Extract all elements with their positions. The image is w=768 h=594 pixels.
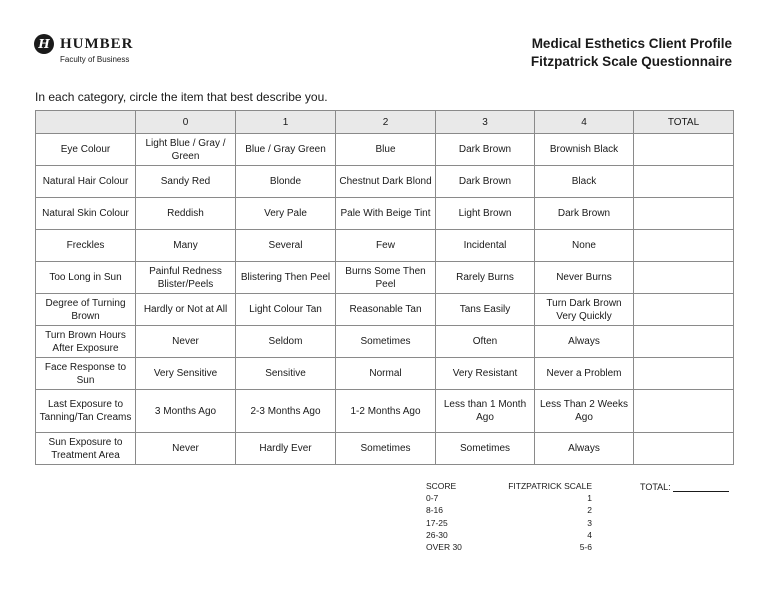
scale-value: 3 <box>587 517 592 528</box>
table-row <box>36 294 734 326</box>
grand-total-label: TOTAL: <box>640 482 671 492</box>
option-cell[interactable]: Pale With Beige Tint <box>336 198 436 230</box>
category-cell: Too Long in Sun <box>36 262 136 294</box>
humber-logo-icon: H <box>34 34 54 54</box>
category-cell: Eye Colour <box>36 134 136 166</box>
option-cell[interactable]: Reddish <box>136 198 236 230</box>
total-cell[interactable] <box>634 326 734 358</box>
logo-name: HUMBER <box>60 35 134 52</box>
option-cell[interactable]: Many <box>136 230 236 262</box>
option-cell[interactable]: Light Brown <box>436 198 535 230</box>
scale-value: 2 <box>587 505 592 516</box>
option-cell[interactable]: None <box>535 230 634 262</box>
table-row <box>36 166 734 198</box>
category-cell: Degree of Turning Brown <box>36 294 136 326</box>
scoring-row <box>426 517 592 529</box>
category-cell: Natural Hair Colour <box>36 166 136 198</box>
total-cell[interactable] <box>634 230 734 262</box>
option-cell[interactable]: Seldom <box>236 326 336 358</box>
grand-total <box>640 481 729 492</box>
option-cell[interactable]: Black <box>535 166 634 198</box>
option-cell[interactable]: Sandy Red <box>136 166 236 198</box>
option-cell[interactable]: Turn Dark Brown Very Quickly <box>535 294 634 326</box>
option-cell[interactable]: Rarely Burns <box>436 262 535 294</box>
option-cell[interactable]: 1-2 Months Ago <box>336 390 436 433</box>
document-title <box>531 35 732 71</box>
option-cell[interactable]: Brownish Black <box>535 134 634 166</box>
option-cell[interactable]: 3 Months Ago <box>136 390 236 433</box>
option-cell[interactable]: Normal <box>336 358 436 390</box>
option-cell[interactable]: Light Colour Tan <box>236 294 336 326</box>
option-cell[interactable]: Sometimes <box>436 433 535 465</box>
option-cell[interactable]: Few <box>336 230 436 262</box>
total-cell[interactable] <box>634 433 734 465</box>
option-cell[interactable]: Tans Easily <box>436 294 535 326</box>
option-cell[interactable]: Always <box>535 326 634 358</box>
option-cell[interactable]: 2-3 Months Ago <box>236 390 336 433</box>
option-cell[interactable]: Less Than 2 Weeks Ago <box>535 390 634 433</box>
score-range: 26-30 <box>426 529 448 540</box>
option-cell[interactable]: Burns Some Then Peel <box>336 262 436 294</box>
option-cell[interactable]: Dark Brown <box>535 198 634 230</box>
title-line-2: Fitzpatrick Scale Questionnaire <box>530 54 732 69</box>
option-cell[interactable]: Chestnut Dark Blond <box>336 166 436 198</box>
total-cell[interactable] <box>634 358 734 390</box>
score-range: 17-25 <box>426 517 448 528</box>
table-row <box>36 358 734 390</box>
table-row <box>36 134 734 166</box>
scale-value: 1 <box>587 493 592 504</box>
option-cell[interactable]: Sensitive <box>236 358 336 390</box>
option-cell[interactable]: Never a Problem <box>535 358 634 390</box>
table-row <box>36 326 734 358</box>
option-cell[interactable]: Blonde <box>236 166 336 198</box>
option-cell[interactable]: Never <box>136 433 236 465</box>
instruction-text: In each category, circle the item that best describe you. <box>35 90 328 104</box>
option-cell[interactable]: Light Blue / Gray / Green <box>136 134 236 166</box>
table-row <box>36 198 734 230</box>
option-cell[interactable]: Less than 1 Month Ago <box>436 390 535 433</box>
total-cell[interactable] <box>634 134 734 166</box>
table-row <box>36 390 734 433</box>
scale-value: 4 <box>587 529 592 540</box>
option-cell[interactable]: Dark Brown <box>436 134 535 166</box>
grand-total-blank[interactable] <box>673 481 729 492</box>
scale-header: FITZPATRICK SCALE <box>508 481 592 491</box>
category-cell: Face Response to Sun <box>36 358 136 390</box>
option-cell[interactable]: Blistering Then Peel <box>236 262 336 294</box>
header-score-3: 3 <box>436 111 535 134</box>
header-score-1: 1 <box>236 111 336 134</box>
option-cell[interactable]: Very Resistant <box>436 358 535 390</box>
option-cell[interactable]: Painful Redness Blister/Peels <box>136 262 236 294</box>
table-row <box>36 230 734 262</box>
category-cell: Natural Skin Colour <box>36 198 136 230</box>
scale-value: 5-6 <box>579 542 592 553</box>
category-cell: Sun Exposure to Treatment Area <box>36 433 136 465</box>
total-cell[interactable] <box>634 166 734 198</box>
questionnaire-table <box>35 110 734 465</box>
scoring-legend <box>426 480 592 553</box>
option-cell[interactable]: Never Burns <box>535 262 634 294</box>
option-cell[interactable]: Incidental <box>436 230 535 262</box>
scoring-row <box>426 529 592 541</box>
option-cell[interactable]: Never <box>136 326 236 358</box>
option-cell[interactable]: Several <box>236 230 336 262</box>
option-cell[interactable]: Dark Brown <box>436 166 535 198</box>
header-score-2: 2 <box>336 111 436 134</box>
table-row <box>36 433 734 465</box>
header-category <box>36 111 136 134</box>
category-cell: Freckles <box>36 230 136 262</box>
category-cell: Last Exposure to Tanning/Tan Creams <box>36 390 136 433</box>
option-cell[interactable]: Often <box>436 326 535 358</box>
total-cell[interactable] <box>634 262 734 294</box>
score-header: SCORE <box>426 481 457 491</box>
option-cell[interactable]: Sometimes <box>336 326 436 358</box>
score-range: 8-16 <box>426 505 444 516</box>
category-cell: Turn Brown Hours After Exposure <box>36 326 136 358</box>
header-score-0: 0 <box>136 111 236 134</box>
option-cell[interactable]: Very Sensitive <box>136 358 236 390</box>
score-range: OVER 30 <box>426 542 462 553</box>
option-cell[interactable]: Hardly or Not at All <box>136 294 236 326</box>
table-header-row <box>36 111 734 134</box>
table-row <box>36 262 734 294</box>
scoring-header-row <box>426 480 592 492</box>
total-cell[interactable] <box>634 198 734 230</box>
scoring-row <box>426 492 592 504</box>
total-cell[interactable] <box>634 390 734 433</box>
option-cell[interactable]: Always <box>535 433 634 465</box>
header-score-4: 4 <box>535 111 634 134</box>
scoring-row <box>426 504 592 516</box>
scoring-row <box>426 541 592 553</box>
total-cell[interactable] <box>634 294 734 326</box>
option-cell[interactable]: Sometimes <box>336 433 436 465</box>
title-line-1: Medical Esthetics Client Profile <box>531 36 732 51</box>
option-cell[interactable]: Blue / Gray Green <box>236 134 336 166</box>
option-cell[interactable]: Hardly Ever <box>236 433 336 465</box>
humber-logo <box>34 34 134 64</box>
faculty-label: Faculty of Business <box>60 55 130 64</box>
header-total: TOTAL <box>634 111 734 134</box>
score-range: 0-7 <box>426 493 439 504</box>
option-cell[interactable]: Blue <box>336 134 436 166</box>
option-cell[interactable]: Reasonable Tan <box>336 294 436 326</box>
option-cell[interactable]: Very Pale <box>236 198 336 230</box>
